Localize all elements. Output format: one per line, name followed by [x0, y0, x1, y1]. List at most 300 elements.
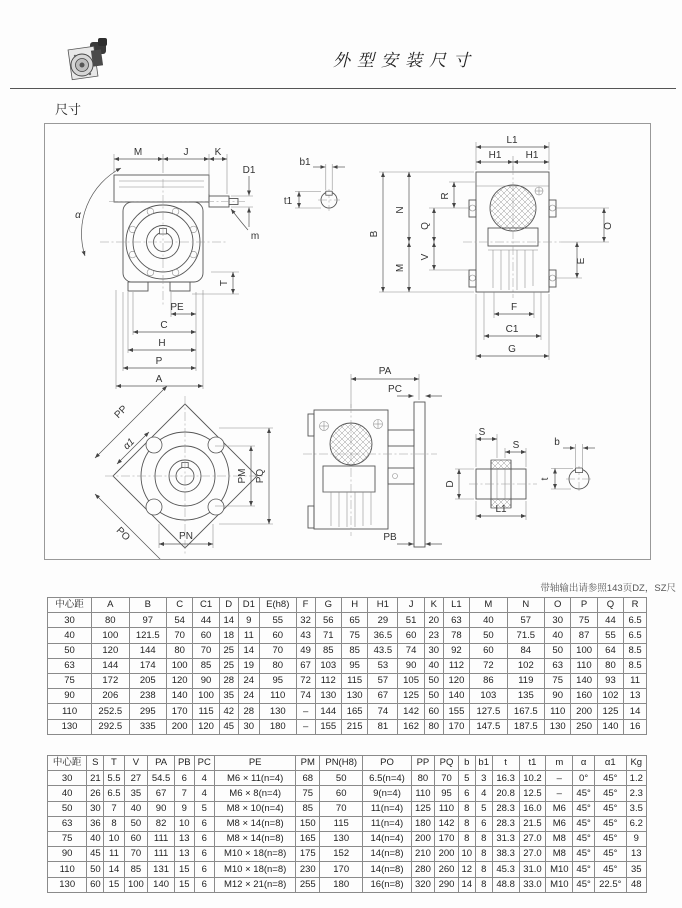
table-cell: 45°	[573, 801, 595, 816]
table-cell: 80	[92, 613, 129, 628]
dim-label: P	[155, 356, 163, 367]
column-header: J	[398, 598, 424, 613]
table-cell: 144	[315, 704, 341, 719]
table-cell: 6	[194, 831, 214, 846]
table-cell: 85	[124, 862, 148, 877]
table-cell: 6	[475, 816, 492, 831]
table-cell: 50	[545, 643, 571, 658]
table-cell: –	[546, 786, 573, 801]
table-cell: 8	[475, 862, 492, 877]
table-cell: M6	[546, 816, 573, 831]
table-cell: 90	[193, 673, 219, 688]
table-cell: 1.2	[626, 771, 646, 786]
table-cell: 31.3	[492, 831, 519, 846]
column-header: E(h8)	[259, 598, 296, 613]
column-header: Q	[597, 598, 623, 613]
table-cell: 70	[124, 847, 148, 862]
table-cell: 81	[368, 719, 398, 734]
table-cell: 9	[175, 801, 195, 816]
column-header: PM	[296, 756, 320, 771]
table-row	[48, 643, 647, 658]
table-cell: 23	[424, 628, 443, 643]
table-cell: 63	[545, 658, 571, 673]
table-cell: 112	[315, 673, 341, 688]
table-cell: 100	[92, 628, 129, 643]
column-header: b1	[475, 756, 492, 771]
table-cell: 120	[193, 719, 219, 734]
table-cell: 142	[435, 816, 459, 831]
table-cell: 200	[166, 719, 192, 734]
table-cell: 6.5	[104, 786, 124, 801]
table-cell: 6	[175, 771, 195, 786]
table-cell: 24	[238, 673, 259, 688]
dim-label: PP	[112, 403, 130, 421]
table-cell: 125	[398, 689, 424, 704]
dim-label: S	[512, 440, 520, 451]
table-cell: 53	[368, 658, 398, 673]
table-cell: 7	[175, 786, 195, 801]
table-cell: 130	[259, 704, 296, 719]
table-cell: M10	[546, 862, 573, 877]
table-cell: 45°	[573, 847, 595, 862]
table-cell: 57	[368, 673, 398, 688]
table-cell: 86	[470, 673, 507, 688]
column-header: 中心距	[48, 598, 92, 613]
table-cell: 142	[398, 704, 424, 719]
dim-label: L1	[495, 504, 507, 515]
table-cell: 45°	[573, 816, 595, 831]
table-cell: 162	[398, 719, 424, 734]
dim-label: b1	[299, 157, 311, 168]
table-cell: 115	[193, 704, 219, 719]
column-header: G	[315, 598, 341, 613]
table-cell: 45°	[594, 816, 626, 831]
column-header: A	[92, 598, 129, 613]
table-cell: 67	[296, 658, 315, 673]
table-cell: 140	[148, 877, 175, 892]
table-cell: M12 × 21(n=8)	[214, 877, 296, 892]
table-row	[48, 613, 647, 628]
table-cell: 63	[48, 658, 92, 673]
table-cell: 19	[238, 658, 259, 673]
column-header: PN(H8)	[320, 756, 363, 771]
table-cell: –	[546, 771, 573, 786]
reference-note: 带轴输出请参照143页DZ，SZ尺	[540, 583, 676, 594]
table-cell: 40	[48, 628, 92, 643]
table-cell: 87	[571, 628, 597, 643]
table-cell: 205	[129, 673, 166, 688]
dim-label: PN	[179, 531, 193, 542]
table-cell: 125	[411, 801, 435, 816]
table-cell: 49	[296, 643, 315, 658]
column-header: M	[470, 598, 507, 613]
table-cell: 48.8	[492, 877, 519, 892]
table-cell: 80	[259, 658, 296, 673]
table-cell: 105	[398, 673, 424, 688]
table-cell: 63	[48, 816, 87, 831]
table-cell: 45°	[573, 786, 595, 801]
table-cell: 135	[507, 689, 544, 704]
table-cell: 43	[296, 628, 315, 643]
table-cell: 111	[148, 831, 175, 846]
table-cell: 40	[424, 658, 443, 673]
column-header: PE	[214, 756, 296, 771]
column-header: α1	[594, 756, 626, 771]
column-header: PP	[411, 756, 435, 771]
dim-label: L1	[506, 135, 518, 146]
table-cell: M6 × 8(n=4)	[214, 786, 296, 801]
table-cell: 50	[470, 628, 507, 643]
table-cell: 3.5	[626, 801, 646, 816]
table-cell: 80	[166, 643, 192, 658]
column-header: PA	[148, 756, 175, 771]
table-cell: M8 × 14(n=8)	[214, 816, 296, 831]
table-cell: 16(n=8)	[363, 877, 411, 892]
table-cell: 10.2	[519, 771, 546, 786]
table-cell: 70	[166, 628, 192, 643]
table-cell: 10	[175, 816, 195, 831]
table-cell: 6	[194, 816, 214, 831]
dimension-table-1	[47, 597, 647, 735]
table-cell: 93	[597, 673, 623, 688]
table-cell: 90	[48, 847, 87, 862]
table-cell: 15	[175, 862, 195, 877]
section-label: 尺寸	[55, 102, 82, 117]
table-cell: 260	[435, 862, 459, 877]
dim-label: m	[250, 231, 260, 242]
table-cell: 130	[315, 689, 341, 704]
table-cell: 50	[48, 801, 87, 816]
table-cell: 78	[443, 628, 469, 643]
column-header: 中心距	[48, 756, 87, 771]
table-cell: 75	[341, 628, 367, 643]
table-cell: 29	[368, 613, 398, 628]
column-header: S	[87, 756, 104, 771]
dim-label: C	[160, 320, 168, 331]
table-cell: M8	[546, 831, 573, 846]
table-cell: 50	[87, 862, 104, 877]
table-cell: 45°	[594, 831, 626, 846]
dim-label: H1	[488, 150, 502, 161]
column-header: N	[507, 598, 544, 613]
table-cell: 14(n=8)	[363, 862, 411, 877]
dim-label: PC	[388, 384, 402, 395]
table-row	[48, 831, 647, 846]
table-cell: 90	[148, 801, 175, 816]
table-cell: 172	[92, 673, 129, 688]
dim-label: α	[75, 210, 81, 221]
table-cell: 55	[597, 628, 623, 643]
table-cell: 27.0	[519, 831, 546, 846]
table-cell: 75	[296, 786, 320, 801]
table-cell: 2.3	[626, 786, 646, 801]
table-cell: 14(n=8)	[363, 847, 411, 862]
output-key-detail	[540, 437, 595, 492]
column-header: K	[424, 598, 443, 613]
table-cell: 144	[129, 643, 166, 658]
column-header: T	[104, 756, 124, 771]
table-cell: 75	[545, 673, 571, 688]
header-row	[48, 756, 647, 771]
table-cell: 100	[166, 658, 192, 673]
table-cell: M6 × 11(n=4)	[214, 771, 296, 786]
table-cell: 250	[571, 719, 597, 734]
table-cell: 72	[296, 673, 315, 688]
table-row	[48, 786, 647, 801]
table-cell: 30	[87, 801, 104, 816]
table-cell: 167.5	[507, 704, 544, 719]
table-cell: 155	[315, 719, 341, 734]
table-cell: 9	[626, 831, 646, 846]
column-header: B	[129, 598, 166, 613]
table-cell: 175	[296, 847, 320, 862]
table-cell: 55	[259, 613, 296, 628]
table-cell: 10	[104, 831, 124, 846]
table-cell: 8	[475, 847, 492, 862]
table-cell: 130	[48, 719, 92, 734]
dim-label: H	[158, 338, 166, 349]
table-cell: 14	[104, 862, 124, 877]
table-cell: 28	[219, 673, 238, 688]
table-cell: 80	[597, 658, 623, 673]
table-cell: 64	[597, 643, 623, 658]
table-cell: 140	[166, 689, 192, 704]
table-cell: 6	[194, 847, 214, 862]
table-cell: 6.5	[624, 613, 647, 628]
table-cell: 45.3	[492, 862, 519, 877]
table-cell: 112	[443, 658, 469, 673]
table-cell: 20.8	[492, 786, 519, 801]
column-header: PO	[363, 756, 411, 771]
table-cell: 38.3	[492, 847, 519, 862]
table-cell: 200	[435, 847, 459, 862]
table-cell: 90	[48, 689, 92, 704]
table-cell: 130	[341, 689, 367, 704]
table-cell: 36	[87, 816, 104, 831]
table-cell: 4	[194, 771, 214, 786]
dim-label: α1	[121, 436, 138, 453]
column-header: PB	[175, 756, 195, 771]
dim-label: M	[395, 263, 406, 273]
table-cell: 60	[259, 628, 296, 643]
dimension-drawing	[45, 124, 650, 559]
table-cell: M6	[546, 801, 573, 816]
table-cell: 180	[411, 816, 435, 831]
table-cell: 210	[411, 847, 435, 862]
table-cell: 150	[296, 816, 320, 831]
table-cell: 152	[320, 847, 363, 862]
dim-label: PB	[383, 532, 397, 543]
table-cell: 50	[124, 816, 148, 831]
table-cell: 4	[194, 786, 214, 801]
table-cell: 70	[320, 801, 363, 816]
table-cell: 60	[398, 628, 424, 643]
table-cell: 110	[48, 862, 87, 877]
table-cell: 35	[124, 786, 148, 801]
table-cell: 11	[624, 673, 647, 688]
table-cell: 12.5	[519, 786, 546, 801]
table-cell: 335	[129, 719, 166, 734]
table-cell: 35	[219, 689, 238, 704]
table-cell: 45	[87, 847, 104, 862]
table-cell: 3	[475, 771, 492, 786]
table-cell: 15	[175, 877, 195, 892]
table-cell: 130	[545, 719, 571, 734]
dim-label: PA	[378, 366, 392, 377]
table-cell: 30	[48, 613, 92, 628]
dim-label: J	[183, 147, 189, 158]
table-cell: 85	[315, 643, 341, 658]
table-cell: 111	[148, 847, 175, 862]
flange-view	[95, 386, 273, 559]
table-cell: 9	[238, 613, 259, 628]
table-cell: 174	[129, 658, 166, 673]
dim-label: D1	[242, 165, 256, 176]
table-cell: 56	[315, 613, 341, 628]
table-cell: 252.5	[92, 704, 129, 719]
table-cell: 160	[571, 689, 597, 704]
table-cell: 206	[92, 689, 129, 704]
table-cell: 8.5	[624, 643, 647, 658]
table-cell: 16	[624, 719, 647, 734]
table-cell: 7	[104, 801, 124, 816]
table-cell: 97	[129, 613, 166, 628]
table-cell: 24	[238, 689, 259, 704]
table-cell: 200	[571, 704, 597, 719]
table-cell: 31.0	[519, 862, 546, 877]
table-row	[48, 771, 647, 786]
table-cell: 40	[470, 613, 507, 628]
table-cell: 121.5	[129, 628, 166, 643]
table-cell: 8	[475, 877, 492, 892]
table-cell: 115	[320, 816, 363, 831]
dim-label: b	[554, 437, 560, 448]
table-cell: 80	[411, 771, 435, 786]
table-cell: 27.0	[519, 847, 546, 862]
table-cell: 75	[571, 613, 597, 628]
table-cell: 120	[443, 673, 469, 688]
table-cell: 9(n=4)	[363, 786, 411, 801]
table-cell: 28	[238, 704, 259, 719]
table-cell: 115	[341, 673, 367, 688]
table-cell: 42	[219, 704, 238, 719]
table-cell: M8	[546, 847, 573, 862]
table-cell: 54	[166, 613, 192, 628]
table-cell: 6	[194, 877, 214, 892]
dim-label: M	[133, 147, 143, 158]
table-cell: 170	[435, 831, 459, 846]
table-cell: 95	[435, 786, 459, 801]
column-header: Kg	[626, 756, 646, 771]
table-cell: 36.5	[368, 628, 398, 643]
table-cell: 70	[259, 643, 296, 658]
table-cell: 67	[368, 689, 398, 704]
table-cell: 75	[48, 831, 87, 846]
column-header: m	[546, 756, 573, 771]
side-elevation-view	[303, 366, 442, 547]
table-cell: 30	[238, 719, 259, 734]
table-cell: 11	[238, 628, 259, 643]
table-cell: 45°	[573, 831, 595, 846]
table-cell: –	[296, 704, 315, 719]
table-cell: 26	[87, 786, 104, 801]
column-header: H1	[368, 598, 398, 613]
table-cell: 200	[411, 831, 435, 846]
table-cell: 100	[124, 877, 148, 892]
table-cell: 45°	[594, 786, 626, 801]
column-header: V	[124, 756, 148, 771]
table-row	[48, 816, 647, 831]
table-cell: 155	[443, 704, 469, 719]
table-cell: 11	[104, 847, 124, 862]
table-cell: 12	[458, 862, 475, 877]
table-cell: 74	[398, 643, 424, 658]
table-cell: 74	[368, 704, 398, 719]
table-cell: 21	[87, 771, 104, 786]
table-cell: 170	[443, 719, 469, 734]
table-row	[48, 801, 647, 816]
table-cell: 60	[424, 704, 443, 719]
table-cell: 6	[458, 786, 475, 801]
table-cell: 11(n=4)	[363, 801, 411, 816]
table-cell: 28.3	[492, 801, 519, 816]
table-cell: 70	[193, 643, 219, 658]
table-cell: 100	[193, 689, 219, 704]
table-cell: 13	[175, 847, 195, 862]
table-cell: 28.3	[492, 816, 519, 831]
table-cell: 230	[296, 862, 320, 877]
table-cell: 40	[48, 786, 87, 801]
table-cell: 100	[571, 643, 597, 658]
table-cell: 67	[148, 786, 175, 801]
table-cell: 170	[320, 862, 363, 877]
table-cell: M8 × 10(n=4)	[214, 801, 296, 816]
column-header: D	[219, 598, 238, 613]
table-cell: 6.2	[626, 816, 646, 831]
table-cell: 13	[626, 847, 646, 862]
table-row	[48, 847, 647, 862]
table-cell: 14(n=4)	[363, 831, 411, 846]
column-header: L1	[443, 598, 469, 613]
table-cell: 84	[507, 643, 544, 658]
table-cell: 90	[398, 658, 424, 673]
table-cell: 68	[296, 771, 320, 786]
table-cell: 54.5	[148, 771, 175, 786]
dimension-table-2	[47, 755, 647, 893]
table-row	[48, 704, 647, 719]
table-cell: M10 × 18(n=8)	[214, 847, 296, 862]
table-cell: 30	[424, 643, 443, 658]
side-view	[369, 135, 614, 360]
table-cell: 44	[597, 613, 623, 628]
table-cell: M8 × 14(n=8)	[214, 831, 296, 846]
table-cell: 187.5	[507, 719, 544, 734]
dim-label: R	[440, 192, 451, 200]
table-cell: 140	[571, 673, 597, 688]
table-cell: 50	[424, 673, 443, 688]
table-cell: 21.5	[519, 816, 546, 831]
table-cell: 92	[443, 643, 469, 658]
table-cell: 290	[435, 877, 459, 892]
dim-label: C1	[505, 324, 519, 335]
table-cell: 27	[124, 771, 148, 786]
table-cell: 43.5	[368, 643, 398, 658]
table-cell: 71.5	[507, 628, 544, 643]
dim-label: F	[510, 302, 518, 313]
table-cell: 5	[458, 771, 475, 786]
table-cell: 140	[443, 689, 469, 704]
table-cell: 110	[571, 658, 597, 673]
